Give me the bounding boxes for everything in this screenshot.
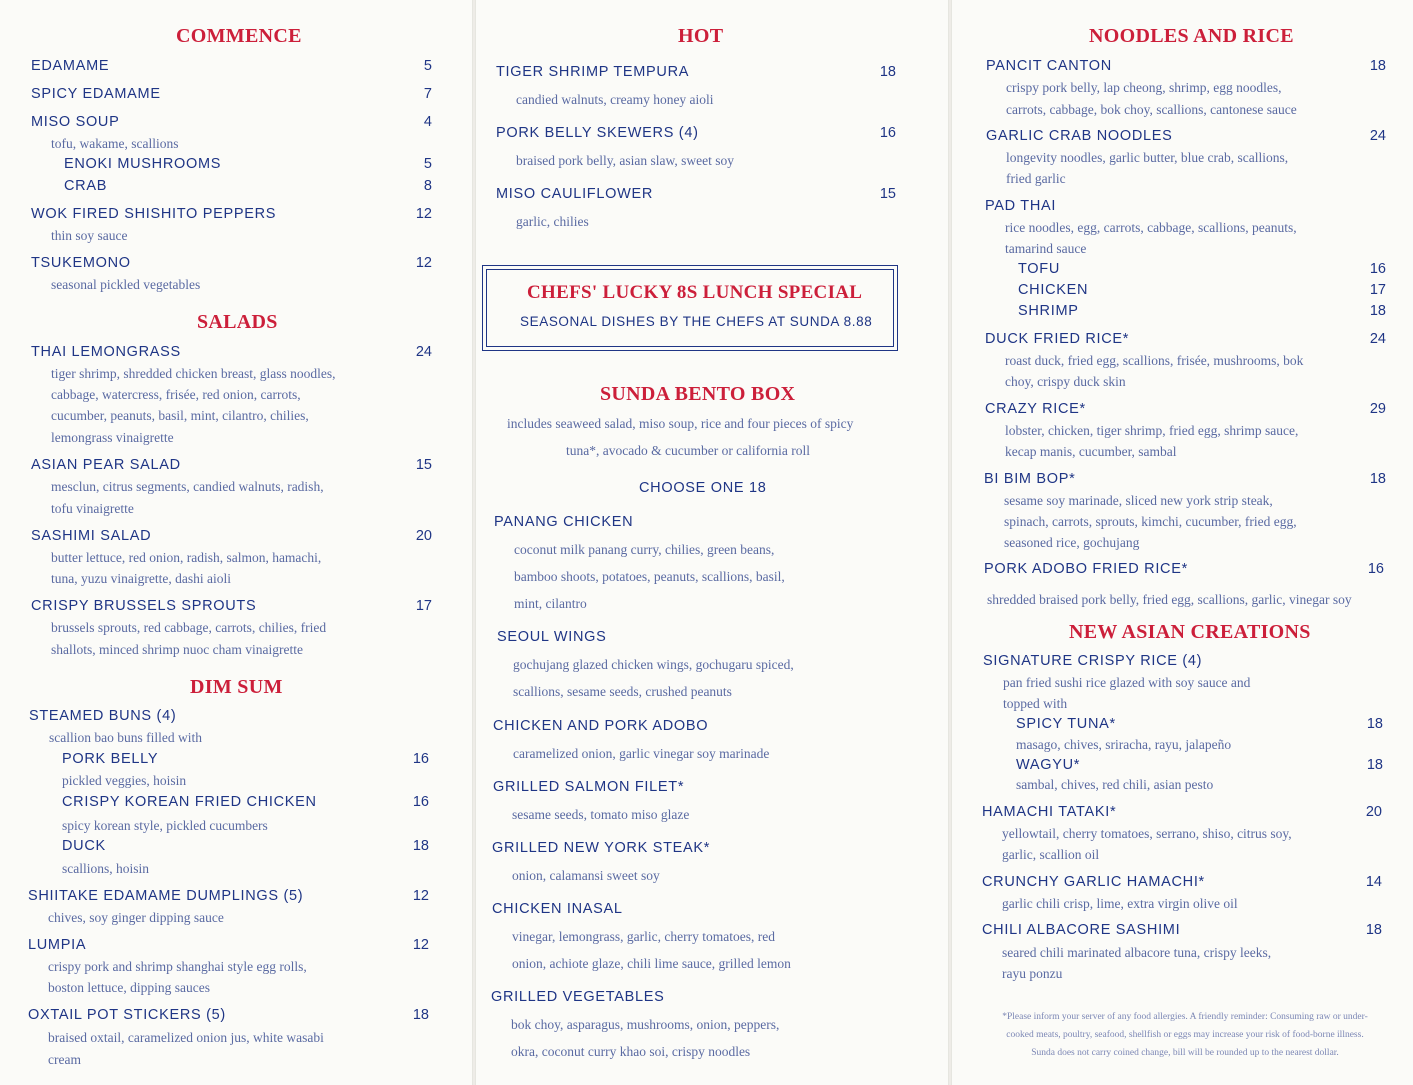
menu-item-name: DUCK FRIED RICE*: [985, 331, 1130, 347]
menu-item-name: TSUKEMONO: [31, 255, 131, 271]
menu-item-description: cream: [48, 1052, 81, 1067]
lunch-special-box: [482, 265, 898, 351]
menu-item-description: onion, achiote glaze, chili lime sauce, grilled lemon: [512, 956, 791, 971]
footnote-line: *Please inform your server of any food allergies. A friendly reminder: Consuming raw or under-: [1002, 1012, 1368, 1022]
menu-item-name: GRILLED VEGETABLES: [491, 989, 665, 1005]
menu-item-price: 14: [1365, 874, 1382, 890]
menu-item-price: 18: [1366, 757, 1383, 773]
section-title-hot: HOT: [678, 25, 724, 47]
menu-item-name: SHIITAKE EDAMAME DUMPLINGS (5): [28, 888, 304, 904]
menu-item-description: rayu ponzu: [1002, 966, 1063, 981]
menu-item-price: 17: [415, 598, 432, 614]
menu-item-price: 8: [423, 178, 432, 194]
menu-item-price: 24: [415, 344, 432, 360]
menu-item-name: WOK FIRED SHISHITO PEPPERS: [31, 206, 277, 222]
menu-item-description: rice noodles, egg, carrots, cabbage, scallions, peanuts,: [1005, 220, 1297, 235]
menu-item-price: 12: [412, 937, 429, 953]
allergy-footnote: [970, 1008, 1400, 1062]
menu-item-description: onion, calamansi sweet soy: [512, 868, 660, 883]
footnote-line: cooked meats, poultry, seafood, shellfish or eggs may increase your risk of food-borne illness.: [1006, 1030, 1364, 1040]
menu-item-description: lobster, chicken, tiger shrimp, fried egg, shrimp sauce,: [1005, 423, 1299, 438]
menu-item-name: MISO SOUP: [31, 114, 120, 130]
menu-item-description: sambal, chives, red chili, asian pesto: [1016, 777, 1214, 792]
menu-item-price: 18: [412, 838, 429, 854]
menu-item-name: OXTAIL POT STICKERS (5): [28, 1007, 226, 1023]
menu-item-description: tuna, yuzu vinaigrette, dashi aioli: [51, 571, 231, 586]
menu-item-name: SHRIMP: [1018, 303, 1079, 319]
menu-item-description: masago, chives, sriracha, rayu, jalapeño: [1016, 737, 1232, 752]
menu-item-price: 18: [1369, 58, 1386, 74]
menu-item-description: garlic, chilies: [516, 214, 589, 229]
menu-item-name: SIGNATURE CRISPY RICE (4): [983, 653, 1203, 669]
menu-item-name: CRISPY KOREAN FRIED CHICKEN: [62, 794, 317, 810]
menu-item-name: ASIAN PEAR SALAD: [31, 457, 181, 473]
menu-item-name: TOFU: [1018, 261, 1061, 277]
menu-item-name: PANANG CHICKEN: [494, 514, 634, 530]
menu-item-name: CHICKEN INASAL: [492, 901, 623, 917]
menu-item-description: bamboo shoots, potatoes, peanuts, scallions, basil,: [514, 569, 785, 584]
menu-item-description: scallion bao buns filled with: [49, 730, 202, 745]
menu-item-name: SEOUL WINGS: [497, 629, 607, 645]
menu-item-price: 16: [412, 751, 429, 767]
menu-item-name: THAI LEMONGRASS: [31, 344, 181, 360]
menu-item-name: CRISPY BRUSSELS SPROUTS: [31, 598, 257, 614]
menu-item-description: crispy pork belly, lap cheong, shrimp, egg noodles,: [1006, 80, 1282, 95]
menu-item-price: 20: [415, 528, 432, 544]
menu-item-name: CHILI ALBACORE SASHIMI: [982, 922, 1181, 938]
menu-item-description: seasonal pickled vegetables: [51, 277, 201, 292]
menu-item-name: GARLIC CRAB NOODLES: [986, 128, 1173, 144]
menu-item-description: scallions, hoisin: [62, 861, 149, 876]
bento-intro: tuna*, avocado & cucumber or california roll: [566, 443, 811, 458]
menu-item-description: spinach, carrots, sprouts, kimchi, cucumber, fried egg,: [1004, 514, 1297, 529]
menu-item-price: 17: [1369, 282, 1386, 298]
menu-item-description: choy, crispy duck skin: [1005, 374, 1126, 389]
menu-item-price: 16: [1369, 261, 1386, 277]
menu-item-name: DUCK: [62, 838, 106, 854]
menu-item-price: 16: [412, 794, 429, 810]
menu-item-description: shallots, minced shrimp nuoc cham vinaigrette: [51, 642, 303, 657]
menu-item-description: yellowtail, cherry tomatoes, serrano, shiso, citrus soy,: [1002, 826, 1292, 841]
menu-item-description: topped with: [1003, 696, 1068, 711]
section-title-dim-sum: DIM SUM: [190, 676, 283, 698]
menu-item-description: bok choy, asparagus, mushrooms, onion, peppers,: [511, 1017, 780, 1032]
menu-item-price: 16: [879, 125, 896, 141]
menu-item-name: SPICY EDAMAME: [31, 86, 161, 102]
menu-item-price: 5: [423, 58, 432, 74]
section-title-noodles-rice: NOODLES AND RICE: [1089, 25, 1294, 47]
menu-item-name: CHICKEN: [1018, 282, 1089, 298]
menu-item-price: 18: [1369, 303, 1386, 319]
menu-item-description: tofu vinaigrette: [51, 501, 134, 516]
menu-item-price: 12: [412, 888, 429, 904]
menu-item-name: WAGYU*: [1016, 757, 1081, 773]
menu-item-description: longevity noodles, garlic butter, blue crab, scallions,: [1006, 150, 1289, 165]
menu-item-description: tofu, wakame, scallions: [51, 136, 179, 151]
menu-item-name: TIGER SHRIMP TEMPURA: [496, 64, 690, 80]
menu-item-name: CHICKEN AND PORK ADOBO: [493, 718, 709, 734]
menu-item-description: fried garlic: [1006, 171, 1066, 186]
menu-item-price: 18: [1365, 922, 1382, 938]
menu-item-description: lemongrass vinaigrette: [51, 430, 174, 445]
section-title-salads: SALADS: [197, 311, 278, 333]
menu-item-description: vinegar, lemongrass, garlic, cherry tomatoes, red: [512, 929, 775, 944]
menu-item-price: 24: [1369, 331, 1386, 347]
menu-item-description: sesame soy marinade, sliced new york strip steak,: [1004, 493, 1273, 508]
menu-item-price: 18: [1366, 716, 1383, 732]
menu-item-price: 24: [1369, 128, 1386, 144]
menu-item-price: 12: [415, 255, 432, 271]
menu-item-price: 18: [1369, 471, 1386, 487]
menu-item-price: 20: [1365, 804, 1382, 820]
section-title-bento: SUNDA BENTO BOX: [600, 383, 796, 405]
menu-item-name: CRAB: [64, 178, 108, 194]
menu-item-description: sesame seeds, tomato miso glaze: [512, 807, 690, 822]
menu-item-description: brussels sprouts, red cabbage, carrots, chilies, fried: [51, 620, 327, 635]
menu-item-description: spicy korean style, pickled cucumbers: [62, 818, 268, 833]
menu-item-name: MISO CAULIFLOWER: [496, 186, 654, 202]
menu-item-price: 15: [879, 186, 896, 202]
bento-intro: includes seaweed salad, miso soup, rice and four pieces of spicy: [507, 416, 854, 431]
menu-item-description: garlic chili crisp, lime, extra virgin olive oil: [1002, 896, 1238, 911]
menu-item-name: BI BIM BOP*: [984, 471, 1076, 487]
menu-item-name: ENOKI MUSHROOMS: [64, 156, 222, 172]
menu-item-description: carrots, cabbage, bok choy, scallions, cantonese sauce: [1006, 102, 1297, 117]
menu-item-name: CRAZY RICE*: [985, 401, 1086, 417]
menu-item-description: mint, cilantro: [514, 596, 587, 611]
menu-item-price: 5: [423, 156, 432, 172]
menu-item-price: 18: [879, 64, 896, 80]
menu-item-description: roast duck, fried egg, scallions, frisée, mushrooms, bok: [1005, 353, 1304, 368]
menu-item-description: tamarind sauce: [1005, 241, 1087, 256]
menu-item-description: mesclun, citrus segments, candied walnuts, radish,: [51, 479, 324, 494]
bento-choose-label: CHOOSE ONE 18: [639, 480, 767, 496]
menu-item-description: candied walnuts, creamy honey aioli: [516, 92, 714, 107]
lunch-special-title: CHEFS' LUCKY 8S LUNCH SPECIAL: [527, 282, 863, 303]
menu-item-description: scallions, sesame seeds, crushed peanuts: [513, 684, 732, 699]
menu-item-name: HAMACHI TATAKI*: [982, 804, 1117, 820]
menu-item-name: GRILLED SALMON FILET*: [493, 779, 685, 795]
menu-item-description: caramelized onion, garlic vinegar soy marinade: [513, 746, 770, 761]
menu-item-description: seasoned rice, gochujang: [1004, 535, 1140, 550]
menu-item-name: EDAMAME: [31, 58, 110, 74]
menu-item-name: LUMPIA: [28, 937, 87, 953]
menu-item-name: SPICY TUNA*: [1016, 716, 1116, 732]
menu-item-description: braised oxtail, caramelized onion jus, white wasabi: [48, 1030, 324, 1045]
menu-item-name: GRILLED NEW YORK STEAK*: [492, 840, 711, 856]
menu-item-description: garlic, scallion oil: [1002, 847, 1100, 862]
menu-item-description: cabbage, watercress, frisée, red onion, carrots,: [51, 387, 301, 402]
menu-item-description: tiger shrimp, shredded chicken breast, glass noodles,: [51, 366, 336, 381]
menu-item-description: cucumber, peanuts, basil, mint, cilantro, chilies,: [51, 408, 309, 423]
section-title-new-asian-creations: NEW ASIAN CREATIONS: [1069, 621, 1311, 643]
menu-item-price: 29: [1369, 401, 1386, 417]
menu-item-name: PORK BELLY SKEWERS (4): [496, 125, 699, 141]
menu-item-description: pickled veggies, hoisin: [62, 773, 187, 788]
menu-item-name: PANCIT CANTON: [986, 58, 1112, 74]
menu-item-description: thin soy sauce: [51, 228, 128, 243]
menu-item-name: PORK BELLY: [62, 751, 159, 767]
menu-item-description: okra, coconut curry khao soi, crispy noodles: [511, 1044, 751, 1059]
menu-item-description: seared chili marinated albacore tuna, crispy leeks,: [1002, 945, 1272, 960]
menu-item-price: 18: [412, 1007, 429, 1023]
menu-item-description: braised pork belly, asian slaw, sweet soy: [516, 153, 734, 168]
menu-item-price: 16: [1367, 561, 1384, 577]
menu-item-price: 7: [423, 86, 432, 102]
menu-item-description: crispy pork and shrimp shanghai style egg rolls,: [48, 959, 307, 974]
menu-item-description: shredded braised pork belly, fried egg, scallions, garlic, vinegar soy: [987, 592, 1352, 607]
menu-item-description: chives, soy ginger dipping sauce: [48, 910, 224, 925]
menu-item-price: 4: [423, 114, 432, 130]
menu-item-name: STEAMED BUNS (4): [29, 708, 177, 724]
menu-item-name: PORK ADOBO FRIED RICE*: [984, 561, 1188, 577]
section-title-commence: COMMENCE: [176, 25, 302, 47]
menu-item-description: coconut milk panang curry, chilies, green beans,: [514, 542, 775, 557]
menu-item-description: kecap manis, cucumber, sambal: [1005, 444, 1177, 459]
menu-item-description: pan fried sushi rice glazed with soy sauce and: [1003, 675, 1251, 690]
footnote-line: Sunda does not carry coined change, bill will be rounded up to the nearest dollar.: [1031, 1048, 1339, 1058]
menu-item-description: gochujang glazed chicken wings, gochugaru spiced,: [513, 657, 794, 672]
menu-item-price: 12: [415, 206, 432, 222]
menu-item-description: butter lettuce, red onion, radish, salmon, hamachi,: [51, 550, 322, 565]
menu-item-name: SASHIMI SALAD: [31, 528, 152, 544]
menu-item-description: boston lettuce, dipping sauces: [48, 980, 210, 995]
menu-item-name: CRUNCHY GARLIC HAMACHI*: [982, 874, 1205, 890]
lunch-special-subtitle: SEASONAL DISHES BY THE CHEFS AT SUNDA 8.88: [520, 314, 873, 329]
menu-item-name: PAD THAI: [985, 198, 1057, 214]
lunch-special-inner-border: [486, 269, 894, 347]
menu-item-price: 15: [415, 457, 432, 473]
